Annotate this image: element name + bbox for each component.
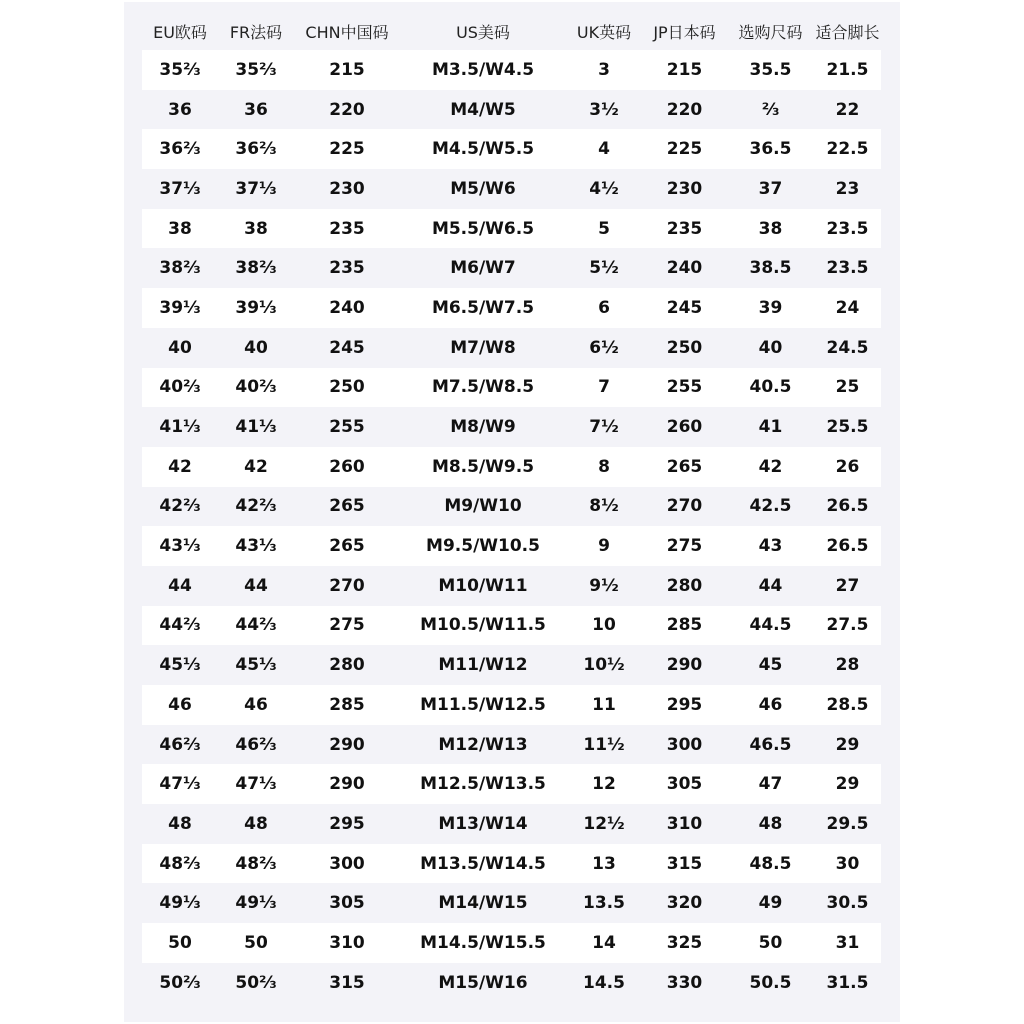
cell-uk-size: 14 [566,923,642,963]
table-row [142,288,881,328]
cell-uk-size: 10½ [566,645,642,685]
cell-chn-size: 300 [294,844,400,884]
cell-jp-size: 320 [642,883,727,923]
cell-uk-size: 7½ [566,407,642,447]
cell-fr-size: 39⅓ [218,288,294,328]
cell-recommended-size: 36.5 [727,129,814,169]
cell-uk-size: 3 [566,50,642,90]
column-header-chn-size: CHN中国码 [305,22,389,42]
cell-uk-size: 12 [566,764,642,804]
table-row [142,50,881,90]
cell-fr-size: 43⅓ [218,526,294,566]
cell-fr-size: 38 [218,209,294,249]
table-row [142,209,881,249]
cell-eu-size: 46 [142,685,218,725]
cell-eu-size: 46⅔ [142,725,218,765]
cell-eu-size: 49⅓ [142,883,218,923]
cell-fr-size: 36⅔ [218,129,294,169]
table-row [142,685,881,725]
cell-uk-size: 5½ [566,248,642,288]
cell-chn-size: 290 [294,725,400,765]
cell-uk-size: 11½ [566,725,642,765]
cell-eu-size: 40⅔ [142,368,218,408]
cell-foot-length: 29 [814,725,881,765]
cell-chn-size: 235 [294,248,400,288]
table-row [142,328,881,368]
cell-chn-size: 310 [294,923,400,963]
cell-recommended-size: 49 [727,883,814,923]
cell-chn-size: 215 [294,50,400,90]
cell-uk-size: 4½ [566,169,642,209]
column-header-jp-size: JP日本码 [653,22,716,42]
table-row [142,90,881,130]
cell-recommended-size: 35.5 [727,50,814,90]
column-header-recommended-size: 选购尺码 [738,22,803,42]
cell-fr-size: 42⅔ [218,487,294,527]
cell-fr-size: 42 [218,447,294,487]
cell-eu-size: 38 [142,209,218,249]
cell-foot-length: 26.5 [814,487,881,527]
cell-recommended-size: 41 [727,407,814,447]
table-row [142,129,881,169]
cell-fr-size: 45⅓ [218,645,294,685]
cell-chn-size: 280 [294,645,400,685]
cell-eu-size: 45⅓ [142,645,218,685]
cell-foot-length: 31 [814,923,881,963]
cell-us-size: M3.5/W4.5 [400,50,566,90]
cell-jp-size: 315 [642,844,727,884]
table-row [142,963,881,1003]
cell-jp-size: 225 [642,129,727,169]
cell-recommended-size: 47 [727,764,814,804]
cell-us-size: M9/W10 [400,487,566,527]
cell-chn-size: 245 [294,328,400,368]
cell-foot-length: 28 [814,645,881,685]
cell-us-size: M11.5/W12.5 [400,685,566,725]
table-body [142,50,881,1003]
column-header-eu-size: EU欧码 [153,22,207,42]
table-row [142,883,881,923]
cell-foot-length: 22 [814,90,881,130]
table-row [142,566,881,606]
cell-foot-length: 28.5 [814,685,881,725]
cell-jp-size: 300 [642,725,727,765]
cell-eu-size: 44⅔ [142,606,218,646]
cell-fr-size: 50 [218,923,294,963]
cell-us-size: M12.5/W13.5 [400,764,566,804]
column-header-uk-size: UK英码 [576,22,632,42]
table-row [142,923,881,963]
cell-us-size: M14.5/W15.5 [400,923,566,963]
cell-jp-size: 215 [642,50,727,90]
cell-fr-size: 40 [218,328,294,368]
cell-uk-size: 3½ [566,90,642,130]
cell-us-size: M10/W11 [400,566,566,606]
table-row [142,447,881,487]
cell-fr-size: 48 [218,804,294,844]
cell-uk-size: 14.5 [566,963,642,1003]
cell-chn-size: 260 [294,447,400,487]
cell-chn-size: 250 [294,368,400,408]
cell-eu-size: 39⅓ [142,288,218,328]
cell-us-size: M8/W9 [400,407,566,447]
cell-eu-size: 50 [142,923,218,963]
cell-uk-size: 6 [566,288,642,328]
cell-foot-length: 27.5 [814,606,881,646]
cell-eu-size: 43⅓ [142,526,218,566]
cell-us-size: M4/W5 [400,90,566,130]
cell-uk-size: 4 [566,129,642,169]
cell-fr-size: 50⅔ [218,963,294,1003]
cell-fr-size: 38⅔ [218,248,294,288]
cell-us-size: M6.5/W7.5 [400,288,566,328]
cell-us-size: M13/W14 [400,804,566,844]
cell-jp-size: 230 [642,169,727,209]
cell-recommended-size: ⅔ [727,90,814,130]
table-row [142,844,881,884]
cell-us-size: M4.5/W5.5 [400,129,566,169]
cell-uk-size: 7 [566,368,642,408]
cell-us-size: M9.5/W10.5 [400,526,566,566]
cell-jp-size: 220 [642,90,727,130]
cell-uk-size: 12½ [566,804,642,844]
cell-fr-size: 44⅔ [218,606,294,646]
column-header-fr-size: FR法码 [229,22,283,42]
cell-foot-length: 30 [814,844,881,884]
cell-foot-length: 31.5 [814,963,881,1003]
column-header-foot-length: 适合脚长 [815,22,880,42]
cell-recommended-size: 40.5 [727,368,814,408]
cell-us-size: M8.5/W9.5 [400,447,566,487]
cell-chn-size: 265 [294,487,400,527]
table-row [142,725,881,765]
cell-recommended-size: 48 [727,804,814,844]
shoe-size-table [142,12,881,1003]
cell-chn-size: 230 [294,169,400,209]
cell-recommended-size: 42.5 [727,487,814,527]
cell-fr-size: 44 [218,566,294,606]
table-row [142,169,881,209]
cell-chn-size: 235 [294,209,400,249]
table-row [142,526,881,566]
cell-chn-size: 270 [294,566,400,606]
cell-chn-size: 255 [294,407,400,447]
cell-foot-length: 23.5 [814,209,881,249]
cell-jp-size: 330 [642,963,727,1003]
table-row [142,487,881,527]
cell-eu-size: 47⅓ [142,764,218,804]
table-row [142,368,881,408]
cell-jp-size: 260 [642,407,727,447]
cell-eu-size: 35⅔ [142,50,218,90]
cell-fr-size: 47⅓ [218,764,294,804]
cell-uk-size: 8 [566,447,642,487]
cell-recommended-size: 40 [727,328,814,368]
cell-foot-length: 29 [814,764,881,804]
cell-chn-size: 275 [294,606,400,646]
cell-jp-size: 285 [642,606,727,646]
cell-eu-size: 44 [142,566,218,606]
cell-chn-size: 315 [294,963,400,1003]
column-header-us-size: US美码 [456,22,510,42]
cell-chn-size: 305 [294,883,400,923]
cell-uk-size: 13.5 [566,883,642,923]
cell-eu-size: 36⅔ [142,129,218,169]
cell-jp-size: 235 [642,209,727,249]
cell-eu-size: 37⅓ [142,169,218,209]
table-row [142,248,881,288]
cell-uk-size: 10 [566,606,642,646]
cell-jp-size: 305 [642,764,727,804]
table-row [142,407,881,447]
cell-chn-size: 290 [294,764,400,804]
cell-fr-size: 37⅓ [218,169,294,209]
cell-foot-length: 29.5 [814,804,881,844]
cell-uk-size: 6½ [566,328,642,368]
cell-foot-length: 23.5 [814,248,881,288]
cell-jp-size: 275 [642,526,727,566]
cell-fr-size: 35⅔ [218,50,294,90]
cell-jp-size: 240 [642,248,727,288]
cell-foot-length: 30.5 [814,883,881,923]
cell-jp-size: 265 [642,447,727,487]
cell-jp-size: 295 [642,685,727,725]
cell-us-size: M6/W7 [400,248,566,288]
cell-eu-size: 48 [142,804,218,844]
cell-us-size: M15/W16 [400,963,566,1003]
cell-jp-size: 270 [642,487,727,527]
cell-eu-size: 40 [142,328,218,368]
cell-us-size: M5/W6 [400,169,566,209]
cell-recommended-size: 50 [727,923,814,963]
cell-foot-length: 23 [814,169,881,209]
cell-chn-size: 220 [294,90,400,130]
cell-recommended-size: 43 [727,526,814,566]
cell-uk-size: 13 [566,844,642,884]
cell-eu-size: 50⅔ [142,963,218,1003]
cell-recommended-size: 37 [727,169,814,209]
cell-fr-size: 36 [218,90,294,130]
cell-recommended-size: 38.5 [727,248,814,288]
cell-foot-length: 22.5 [814,129,881,169]
cell-jp-size: 245 [642,288,727,328]
cell-recommended-size: 44 [727,566,814,606]
table-row [142,645,881,685]
cell-uk-size: 9 [566,526,642,566]
cell-uk-size: 9½ [566,566,642,606]
cell-chn-size: 265 [294,526,400,566]
cell-recommended-size: 38 [727,209,814,249]
cell-recommended-size: 39 [727,288,814,328]
cell-foot-length: 24 [814,288,881,328]
cell-us-size: M10.5/W11.5 [400,606,566,646]
cell-eu-size: 36 [142,90,218,130]
cell-foot-length: 24.5 [814,328,881,368]
cell-fr-size: 48⅔ [218,844,294,884]
table-header [142,12,881,50]
cell-uk-size: 11 [566,685,642,725]
cell-jp-size: 325 [642,923,727,963]
cell-eu-size: 38⅔ [142,248,218,288]
cell-uk-size: 5 [566,209,642,249]
cell-chn-size: 225 [294,129,400,169]
cell-foot-length: 21.5 [814,50,881,90]
cell-us-size: M14/W15 [400,883,566,923]
table-row [142,764,881,804]
cell-foot-length: 27 [814,566,881,606]
cell-foot-length: 25.5 [814,407,881,447]
cell-us-size: M7/W8 [400,328,566,368]
cell-recommended-size: 46 [727,685,814,725]
table-row [142,804,881,844]
cell-uk-size: 8½ [566,487,642,527]
cell-us-size: M5.5/W6.5 [400,209,566,249]
cell-us-size: M7.5/W8.5 [400,368,566,408]
cell-jp-size: 290 [642,645,727,685]
cell-fr-size: 46 [218,685,294,725]
cell-eu-size: 42⅔ [142,487,218,527]
cell-chn-size: 240 [294,288,400,328]
cell-chn-size: 295 [294,804,400,844]
cell-foot-length: 25 [814,368,881,408]
cell-jp-size: 310 [642,804,727,844]
cell-recommended-size: 44.5 [727,606,814,646]
cell-jp-size: 280 [642,566,727,606]
cell-us-size: M13.5/W14.5 [400,844,566,884]
cell-recommended-size: 45 [727,645,814,685]
cell-fr-size: 40⅔ [218,368,294,408]
cell-recommended-size: 46.5 [727,725,814,765]
cell-eu-size: 48⅔ [142,844,218,884]
cell-fr-size: 49⅓ [218,883,294,923]
cell-us-size: M11/W12 [400,645,566,685]
cell-us-size: M12/W13 [400,725,566,765]
cell-jp-size: 250 [642,328,727,368]
cell-jp-size: 255 [642,368,727,408]
cell-recommended-size: 48.5 [727,844,814,884]
cell-eu-size: 41⅓ [142,407,218,447]
cell-eu-size: 42 [142,447,218,487]
cell-foot-length: 26.5 [814,526,881,566]
cell-foot-length: 26 [814,447,881,487]
cell-fr-size: 46⅔ [218,725,294,765]
table-row [142,606,881,646]
cell-fr-size: 41⅓ [218,407,294,447]
header-row [142,12,881,50]
cell-recommended-size: 42 [727,447,814,487]
cell-chn-size: 285 [294,685,400,725]
cell-recommended-size: 50.5 [727,963,814,1003]
